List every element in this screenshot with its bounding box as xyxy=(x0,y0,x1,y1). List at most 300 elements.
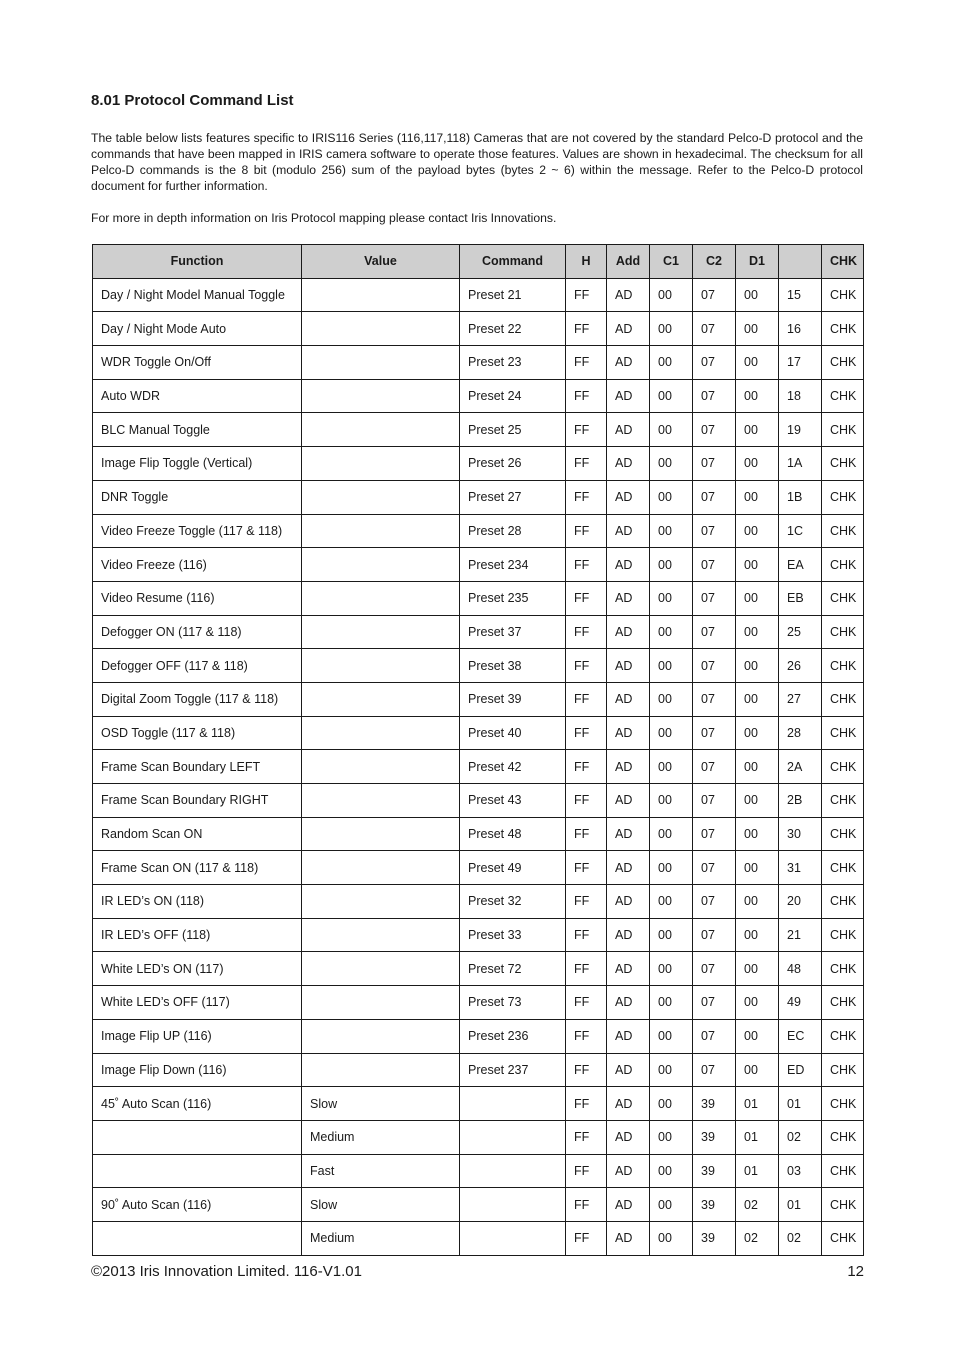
cell-c1: 00 xyxy=(650,750,693,784)
cell-value xyxy=(302,986,460,1020)
cell-c1: 00 xyxy=(650,548,693,582)
table-row xyxy=(93,1120,864,1154)
cell-data2: 02 xyxy=(779,1221,822,1255)
cell-chk: CHK xyxy=(822,413,864,447)
cell-chk: CHK xyxy=(822,952,864,986)
cell-chk: CHK xyxy=(822,817,864,851)
cell-c1: 00 xyxy=(650,952,693,986)
cell-h: FF xyxy=(566,278,607,312)
cell-value xyxy=(302,514,460,548)
cell-data2: 28 xyxy=(779,716,822,750)
cell-c1: 00 xyxy=(650,817,693,851)
cell-add: AD xyxy=(607,514,650,548)
cell-data2: 01 xyxy=(779,1188,822,1222)
cell-d1: 00 xyxy=(736,278,779,312)
cell-data2: 1B xyxy=(779,480,822,514)
cell-value xyxy=(302,278,460,312)
column-header-add: Add xyxy=(607,245,650,279)
cell-add: AD xyxy=(607,817,650,851)
cell-c1: 00 xyxy=(650,918,693,952)
cell-value xyxy=(302,716,460,750)
cell-chk: CHK xyxy=(822,918,864,952)
cell-c2: 07 xyxy=(693,918,736,952)
cell-d1: 00 xyxy=(736,548,779,582)
cell-command: Preset 73 xyxy=(460,986,566,1020)
cell-add: AD xyxy=(607,615,650,649)
cell-d1: 00 xyxy=(736,1019,779,1053)
cell-data2: 01 xyxy=(779,1087,822,1121)
cell-value: Fast xyxy=(302,1154,460,1188)
cell-function: BLC Manual Toggle xyxy=(93,413,302,447)
table-row xyxy=(93,413,864,447)
cell-c2: 07 xyxy=(693,447,736,481)
cell-chk: CHK xyxy=(822,1087,864,1121)
cell-c2: 07 xyxy=(693,312,736,346)
cell-chk: CHK xyxy=(822,379,864,413)
cell-chk: CHK xyxy=(822,480,864,514)
cell-chk: CHK xyxy=(822,514,864,548)
cell-c2: 07 xyxy=(693,514,736,548)
cell-function: Day / Night Model Manual Toggle xyxy=(93,278,302,312)
cell-function: IR LED’s ON (118) xyxy=(93,885,302,919)
cell-command xyxy=(460,1188,566,1222)
cell-c1: 00 xyxy=(650,1188,693,1222)
cell-add: AD xyxy=(607,1221,650,1255)
cell-value xyxy=(302,447,460,481)
cell-chk: CHK xyxy=(822,986,864,1020)
cell-add: AD xyxy=(607,885,650,919)
cell-command: Preset 40 xyxy=(460,716,566,750)
cell-chk: CHK xyxy=(822,581,864,615)
cell-function: Image Flip UP (116) xyxy=(93,1019,302,1053)
table-row xyxy=(93,1087,864,1121)
cell-command: Preset 48 xyxy=(460,817,566,851)
cell-chk: CHK xyxy=(822,1188,864,1222)
table-row xyxy=(93,346,864,380)
cell-value xyxy=(302,750,460,784)
cell-c2: 07 xyxy=(693,784,736,818)
cell-command: Preset 33 xyxy=(460,918,566,952)
cell-chk: CHK xyxy=(822,1154,864,1188)
cell-add: AD xyxy=(607,750,650,784)
protocol-command-table xyxy=(92,244,864,1256)
cell-c1: 00 xyxy=(650,312,693,346)
cell-c2: 07 xyxy=(693,379,736,413)
cell-command: Preset 42 xyxy=(460,750,566,784)
cell-d1: 00 xyxy=(736,346,779,380)
cell-add: AD xyxy=(607,548,650,582)
cell-add: AD xyxy=(607,986,650,1020)
cell-c2: 07 xyxy=(693,716,736,750)
cell-h: FF xyxy=(566,918,607,952)
cell-chk: CHK xyxy=(822,346,864,380)
cell-value xyxy=(302,649,460,683)
cell-add: AD xyxy=(607,1120,650,1154)
cell-c2: 07 xyxy=(693,885,736,919)
cell-chk: CHK xyxy=(822,851,864,885)
cell-add: AD xyxy=(607,447,650,481)
cell-function: Video Resume (116) xyxy=(93,581,302,615)
cell-command: Preset 22 xyxy=(460,312,566,346)
cell-function: 90˚ Auto Scan (116) xyxy=(93,1188,302,1222)
cell-h: FF xyxy=(566,784,607,818)
cell-chk: CHK xyxy=(822,1053,864,1087)
column-header-h: H xyxy=(566,245,607,279)
cell-value xyxy=(302,918,460,952)
cell-c1: 00 xyxy=(650,1019,693,1053)
cell-chk: CHK xyxy=(822,447,864,481)
cell-command: Preset 43 xyxy=(460,784,566,818)
table-row xyxy=(93,1221,864,1255)
cell-c2: 07 xyxy=(693,1019,736,1053)
cell-add: AD xyxy=(607,1154,650,1188)
cell-value xyxy=(302,312,460,346)
cell-d1: 01 xyxy=(736,1120,779,1154)
cell-chk: CHK xyxy=(822,278,864,312)
cell-function: Image Flip Toggle (Vertical) xyxy=(93,447,302,481)
cell-data2: EB xyxy=(779,581,822,615)
cell-chk: CHK xyxy=(822,1221,864,1255)
table-row xyxy=(93,514,864,548)
cell-data2: ED xyxy=(779,1053,822,1087)
cell-value xyxy=(302,952,460,986)
column-header-data2 xyxy=(779,245,822,279)
cell-value xyxy=(302,1053,460,1087)
cell-value: Slow xyxy=(302,1087,460,1121)
cell-d1: 00 xyxy=(736,817,779,851)
cell-add: AD xyxy=(607,952,650,986)
cell-value xyxy=(302,784,460,818)
cell-function: Video Freeze (116) xyxy=(93,548,302,582)
table-row xyxy=(93,918,864,952)
cell-command: Preset 24 xyxy=(460,379,566,413)
cell-d1: 00 xyxy=(736,750,779,784)
cell-add: AD xyxy=(607,278,650,312)
table-row xyxy=(93,480,864,514)
cell-d1: 00 xyxy=(736,952,779,986)
cell-chk: CHK xyxy=(822,312,864,346)
cell-add: AD xyxy=(607,312,650,346)
cell-value xyxy=(302,682,460,716)
column-header-value: Value xyxy=(302,245,460,279)
cell-data2: 02 xyxy=(779,1120,822,1154)
cell-d1: 00 xyxy=(736,514,779,548)
cell-d1: 00 xyxy=(736,615,779,649)
cell-data2: 20 xyxy=(779,885,822,919)
table-row xyxy=(93,278,864,312)
column-header-chk: CHK xyxy=(822,245,864,279)
cell-chk: CHK xyxy=(822,885,864,919)
cell-data2: 2B xyxy=(779,784,822,818)
cell-command: Preset 28 xyxy=(460,514,566,548)
cell-value xyxy=(302,851,460,885)
cell-add: AD xyxy=(607,379,650,413)
cell-c1: 00 xyxy=(650,1221,693,1255)
intro-paragraph: The table below lists features specific to IRIS116 Series (116,117,118) Cameras that are not covered by the standard Pelco-D protocol and the commands that have been mapped in IRIS camera software to operate those features. Values are shown in hexadecimal. The checksum for all Pelco-D commands is the 8 bit (modulo 256) sum of the payload bytes (bytes 2 ~ 6) within the message. Refer to the Pelco-D protocol document for further information. xyxy=(91,131,863,193)
cell-command: Preset 236 xyxy=(460,1019,566,1053)
cell-d1: 00 xyxy=(736,851,779,885)
cell-function: Defogger OFF (117 & 118) xyxy=(93,649,302,683)
table-row xyxy=(93,885,864,919)
table-row xyxy=(93,312,864,346)
cell-function: Random Scan ON xyxy=(93,817,302,851)
cell-h: FF xyxy=(566,1120,607,1154)
page-number: 12 xyxy=(847,1263,864,1280)
cell-command: Preset 234 xyxy=(460,548,566,582)
table-row xyxy=(93,851,864,885)
cell-c1: 00 xyxy=(650,447,693,481)
cell-c2: 07 xyxy=(693,986,736,1020)
cell-add: AD xyxy=(607,649,650,683)
cell-add: AD xyxy=(607,1087,650,1121)
column-header-d1: D1 xyxy=(736,245,779,279)
cell-c2: 07 xyxy=(693,346,736,380)
cell-h: FF xyxy=(566,1154,607,1188)
column-header-c2: C2 xyxy=(693,245,736,279)
cell-d1: 00 xyxy=(736,581,779,615)
cell-command: Preset 38 xyxy=(460,649,566,683)
cell-h: FF xyxy=(566,581,607,615)
cell-command xyxy=(460,1221,566,1255)
cell-function: White LED’s ON (117) xyxy=(93,952,302,986)
table-row xyxy=(93,548,864,582)
table-row xyxy=(93,447,864,481)
cell-c2: 07 xyxy=(693,615,736,649)
cell-h: FF xyxy=(566,312,607,346)
cell-c1: 00 xyxy=(650,480,693,514)
table-row xyxy=(93,682,864,716)
cell-c2: 07 xyxy=(693,581,736,615)
cell-command xyxy=(460,1154,566,1188)
cell-function xyxy=(93,1154,302,1188)
cell-h: FF xyxy=(566,615,607,649)
cell-command xyxy=(460,1120,566,1154)
cell-d1: 00 xyxy=(736,986,779,1020)
cell-d1: 00 xyxy=(736,413,779,447)
cell-function: Frame Scan Boundary RIGHT xyxy=(93,784,302,818)
cell-data2: 27 xyxy=(779,682,822,716)
cell-command: Preset 25 xyxy=(460,413,566,447)
cell-c1: 00 xyxy=(650,514,693,548)
cell-value xyxy=(302,379,460,413)
cell-d1: 02 xyxy=(736,1221,779,1255)
cell-c2: 07 xyxy=(693,1053,736,1087)
cell-add: AD xyxy=(607,682,650,716)
cell-command: Preset 21 xyxy=(460,278,566,312)
cell-c2: 39 xyxy=(693,1154,736,1188)
cell-command: Preset 32 xyxy=(460,885,566,919)
cell-command: Preset 235 xyxy=(460,581,566,615)
cell-c1: 00 xyxy=(650,1154,693,1188)
cell-value xyxy=(302,885,460,919)
cell-command: Preset 26 xyxy=(460,447,566,481)
cell-data2: 31 xyxy=(779,851,822,885)
cell-data2: 21 xyxy=(779,918,822,952)
cell-data2: 1C xyxy=(779,514,822,548)
cell-command: Preset 23 xyxy=(460,346,566,380)
cell-add: AD xyxy=(607,784,650,818)
cell-h: FF xyxy=(566,716,607,750)
cell-h: FF xyxy=(566,1019,607,1053)
table-header-row xyxy=(93,245,864,279)
cell-add: AD xyxy=(607,1019,650,1053)
cell-h: FF xyxy=(566,1188,607,1222)
cell-value xyxy=(302,581,460,615)
cell-d1: 00 xyxy=(736,716,779,750)
cell-function: 45˚ Auto Scan (116) xyxy=(93,1087,302,1121)
cell-c1: 00 xyxy=(650,885,693,919)
cell-chk: CHK xyxy=(822,615,864,649)
cell-command: Preset 37 xyxy=(460,615,566,649)
cell-d1: 00 xyxy=(736,447,779,481)
cell-command: Preset 237 xyxy=(460,1053,566,1087)
cell-data2: 17 xyxy=(779,346,822,380)
table-row xyxy=(93,750,864,784)
cell-h: FF xyxy=(566,750,607,784)
contact-paragraph: For more in depth information on Iris Protocol mapping please contact Iris Innovations. xyxy=(91,211,557,225)
cell-function xyxy=(93,1120,302,1154)
cell-c1: 00 xyxy=(650,851,693,885)
cell-data2: 19 xyxy=(779,413,822,447)
cell-chk: CHK xyxy=(822,1019,864,1053)
cell-data2: 26 xyxy=(779,649,822,683)
cell-data2: 30 xyxy=(779,817,822,851)
cell-function: White LED’s OFF (117) xyxy=(93,986,302,1020)
table-row xyxy=(93,952,864,986)
cell-value xyxy=(302,480,460,514)
cell-data2: 03 xyxy=(779,1154,822,1188)
table-row xyxy=(93,581,864,615)
cell-function: IR LED’s OFF (118) xyxy=(93,918,302,952)
cell-command: Preset 39 xyxy=(460,682,566,716)
cell-function: Frame Scan Boundary LEFT xyxy=(93,750,302,784)
cell-function: OSD Toggle (117 & 118) xyxy=(93,716,302,750)
cell-data2: 48 xyxy=(779,952,822,986)
cell-h: FF xyxy=(566,379,607,413)
cell-data2: 16 xyxy=(779,312,822,346)
table-row xyxy=(93,649,864,683)
cell-c1: 00 xyxy=(650,986,693,1020)
cell-d1: 01 xyxy=(736,1087,779,1121)
cell-c2: 07 xyxy=(693,817,736,851)
cell-c1: 00 xyxy=(650,682,693,716)
cell-value xyxy=(302,346,460,380)
cell-c1: 00 xyxy=(650,379,693,413)
cell-c1: 00 xyxy=(650,413,693,447)
cell-c2: 07 xyxy=(693,851,736,885)
cell-c1: 00 xyxy=(650,649,693,683)
cell-data2: EC xyxy=(779,1019,822,1053)
cell-c2: 39 xyxy=(693,1120,736,1154)
cell-function: Image Flip Down (116) xyxy=(93,1053,302,1087)
cell-data2: 25 xyxy=(779,615,822,649)
cell-c2: 07 xyxy=(693,548,736,582)
cell-h: FF xyxy=(566,986,607,1020)
table-row xyxy=(93,1053,864,1087)
cell-function: DNR Toggle xyxy=(93,480,302,514)
cell-value xyxy=(302,817,460,851)
cell-h: FF xyxy=(566,649,607,683)
cell-h: FF xyxy=(566,851,607,885)
table-row xyxy=(93,784,864,818)
table-row xyxy=(93,379,864,413)
table-row xyxy=(93,986,864,1020)
cell-c1: 00 xyxy=(650,1087,693,1121)
cell-h: FF xyxy=(566,480,607,514)
cell-function: Digital Zoom Toggle (117 & 118) xyxy=(93,682,302,716)
cell-c2: 07 xyxy=(693,750,736,784)
cell-c2: 07 xyxy=(693,952,736,986)
cell-c2: 07 xyxy=(693,480,736,514)
cell-d1: 00 xyxy=(736,312,779,346)
cell-add: AD xyxy=(607,851,650,885)
column-header-command: Command xyxy=(460,245,566,279)
cell-d1: 01 xyxy=(736,1154,779,1188)
cell-c1: 00 xyxy=(650,716,693,750)
cell-d1: 00 xyxy=(736,649,779,683)
table-row xyxy=(93,1188,864,1222)
cell-h: FF xyxy=(566,817,607,851)
cell-h: FF xyxy=(566,1087,607,1121)
cell-chk: CHK xyxy=(822,1120,864,1154)
cell-c1: 00 xyxy=(650,581,693,615)
cell-d1: 00 xyxy=(736,379,779,413)
table-row xyxy=(93,817,864,851)
cell-d1: 02 xyxy=(736,1188,779,1222)
cell-c1: 00 xyxy=(650,1120,693,1154)
cell-c2: 07 xyxy=(693,649,736,683)
cell-h: FF xyxy=(566,346,607,380)
cell-c2: 39 xyxy=(693,1087,736,1121)
cell-c2: 07 xyxy=(693,413,736,447)
cell-c1: 00 xyxy=(650,615,693,649)
cell-value xyxy=(302,1019,460,1053)
cell-data2: 49 xyxy=(779,986,822,1020)
cell-function: Defogger ON (117 & 118) xyxy=(93,615,302,649)
cell-data2: 1A xyxy=(779,447,822,481)
cell-command: Preset 72 xyxy=(460,952,566,986)
cell-c2: 39 xyxy=(693,1188,736,1222)
cell-chk: CHK xyxy=(822,784,864,818)
cell-chk: CHK xyxy=(822,750,864,784)
cell-d1: 00 xyxy=(736,784,779,818)
cell-d1: 00 xyxy=(736,682,779,716)
cell-command: Preset 27 xyxy=(460,480,566,514)
cell-function: Video Freeze Toggle (117 & 118) xyxy=(93,514,302,548)
cell-add: AD xyxy=(607,716,650,750)
cell-h: FF xyxy=(566,413,607,447)
cell-add: AD xyxy=(607,1053,650,1087)
cell-command xyxy=(460,1087,566,1121)
cell-h: FF xyxy=(566,1053,607,1087)
table-row xyxy=(93,1019,864,1053)
column-header-function: Function xyxy=(93,245,302,279)
cell-c1: 00 xyxy=(650,278,693,312)
cell-data2: 18 xyxy=(779,379,822,413)
section-title: 8.01 Protocol Command List xyxy=(91,92,294,109)
cell-chk: CHK xyxy=(822,548,864,582)
cell-value xyxy=(302,548,460,582)
column-header-c1: C1 xyxy=(650,245,693,279)
cell-add: AD xyxy=(607,480,650,514)
cell-function: Day / Night Mode Auto xyxy=(93,312,302,346)
cell-d1: 00 xyxy=(736,918,779,952)
cell-command: Preset 49 xyxy=(460,851,566,885)
cell-function: Auto WDR xyxy=(93,379,302,413)
cell-value: Medium xyxy=(302,1120,460,1154)
cell-h: FF xyxy=(566,514,607,548)
cell-h: FF xyxy=(566,682,607,716)
